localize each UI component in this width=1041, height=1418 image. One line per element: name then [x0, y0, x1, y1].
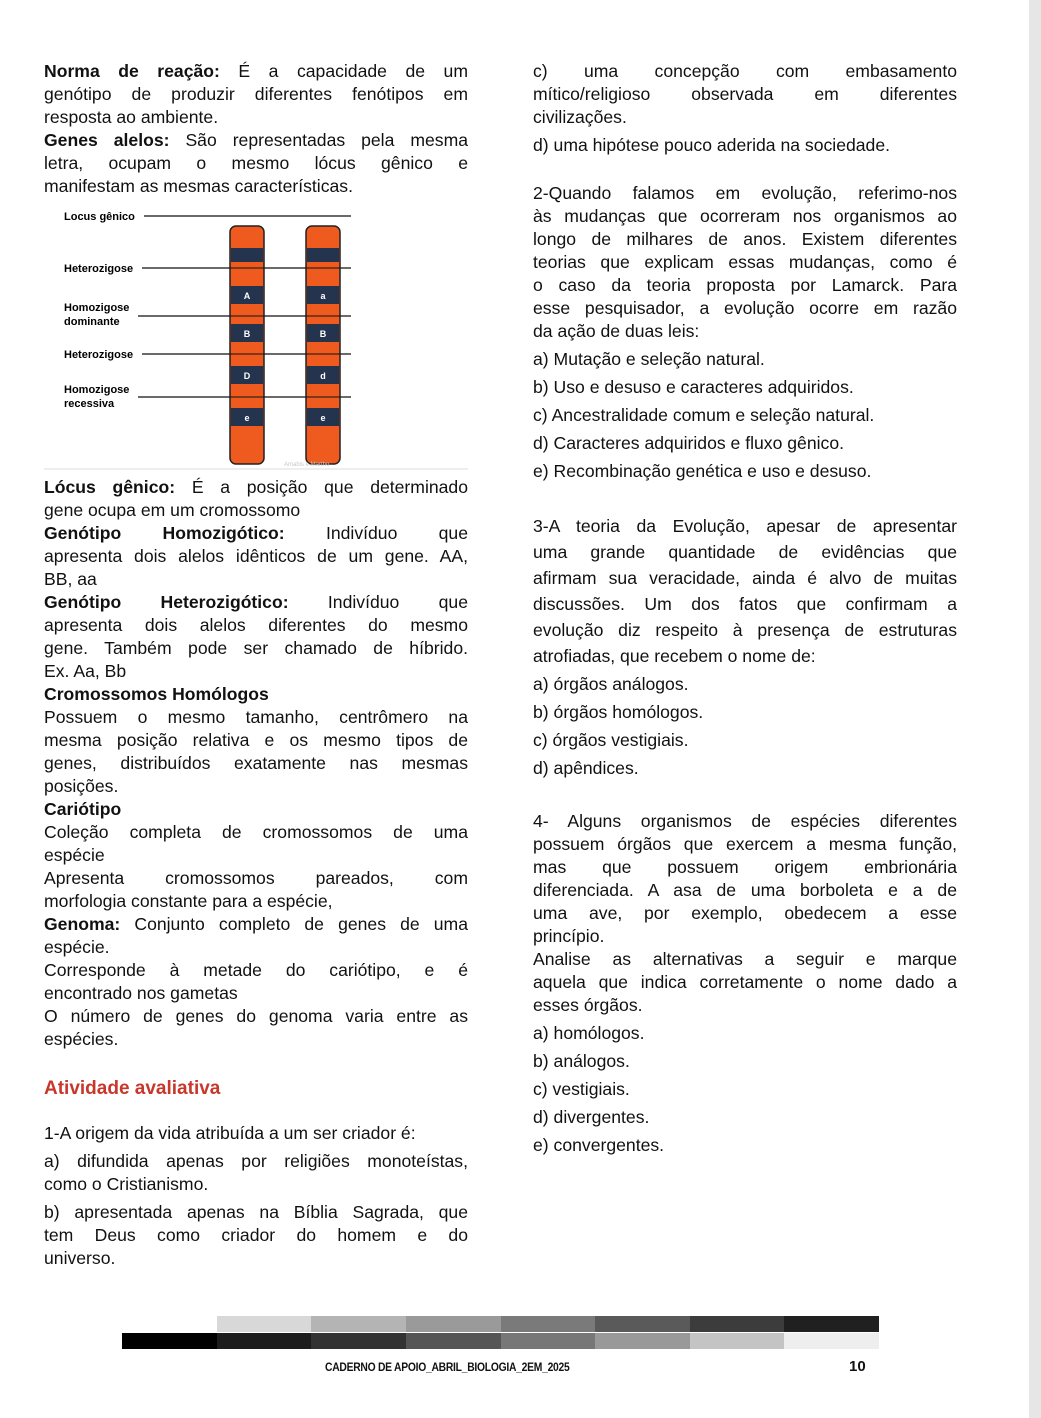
genoma-line-1: Genoma: Conjunto completo de genes de uma	[44, 914, 468, 934]
cario-line-2: espécie	[44, 845, 105, 865]
cario-title: Cariótipo	[44, 799, 122, 819]
footer-strip-bottom	[122, 1333, 879, 1349]
label-homozigose-dom: Homozigose	[64, 302, 130, 314]
homo-line-2: apresenta dois alelos idênticos de um gene. AA,	[44, 546, 468, 566]
norma-line-2: genótipo de produzir diferentes fenótipos em	[44, 84, 468, 104]
q4-line-2: possuem órgãos que exercem a mesma função,	[533, 834, 957, 854]
homo-line-3: BB, aa	[44, 569, 97, 589]
genoma-line-6: espécies.	[44, 1029, 119, 1049]
allele-left-1: A	[243, 291, 251, 301]
hetero-line-3: gene. Também pode ser chamado de híbrido.	[44, 638, 468, 658]
q2-line-3: longo de milhares de anos. Existem diferentes	[533, 229, 957, 249]
q4-line-6: princípio.	[533, 926, 605, 946]
chromosome-left	[230, 226, 264, 464]
q4-line-3: mas que possuem origem embrionária	[533, 857, 957, 877]
left-column	[44, 60, 468, 1270]
label-heterozigose-1: Heterozigose	[64, 263, 134, 275]
q1-option-c-line-2: mítico/religioso observada em diferentes	[533, 84, 957, 104]
q2-line-5: o caso da teoria proposta por Lamarck. Para	[533, 275, 957, 295]
q2-option-c: c) Ancestralidade comum e seleção natural.	[533, 405, 875, 425]
q1-option-d: d) uma hipótese pouco aderida na sociedade.	[533, 135, 891, 155]
q4-line-4: diferenciada. A asa de uma borboleta e a de	[533, 880, 957, 900]
genes-line-3: manifestam as mesmas características.	[44, 176, 353, 196]
q4-line-9: esses órgãos.	[533, 995, 643, 1015]
footer-strip-top	[122, 1316, 879, 1332]
q2-line-4: teorias que explicam essas mudanças, como é	[533, 252, 957, 272]
allele-left-4: e	[244, 413, 250, 423]
hetero-line-2: apresenta dois alelos diferentes do mesmo	[44, 615, 468, 635]
q4-option-b: b) análogos.	[533, 1051, 630, 1071]
crom-title: Cromossomos Homólogos	[44, 684, 269, 704]
q2-line-1: 2-Quando falamos em evolução, referimo-nos	[533, 183, 957, 203]
q4-line-5: uma ave, por exemplo, obedecem a esse	[533, 903, 957, 923]
page-number: 10	[849, 1358, 866, 1375]
crom-line-1: Possuem o mesmo tamanho, centrômero na	[44, 707, 468, 727]
allele-left-2: B	[243, 329, 251, 339]
locus-line-1: Lócus gênico: É a posição que determinado	[44, 477, 468, 497]
cario-line-1: Coleção completa de cromossomos de uma	[44, 822, 468, 842]
footer-title: CADERNO DE APOIO_ABRIL_BIOLOGIA_2EM_2025	[325, 1360, 570, 1374]
genoma-line-3: Corresponde à metade do cariótipo, e é	[44, 960, 468, 980]
q3-option-d: d) apêndices.	[533, 758, 639, 778]
crom-line-2: mesma posição relativa e os mesmo tipos de	[44, 730, 468, 750]
crom-line-3: genes, distribuídos exatamente nas mesmas	[44, 753, 468, 773]
q3-line-1: 3-A teoria da Evolução, apesar de apresentar	[533, 516, 957, 536]
q4-option-a: a) homólogos.	[533, 1023, 645, 1043]
allele-right-3: d	[320, 371, 326, 381]
norma-line-1: Norma de reação: É a capacidade de um	[44, 61, 468, 81]
right-column	[533, 60, 957, 1157]
q4-option-e: e) convergentes.	[533, 1135, 665, 1155]
q3-line-4: discussões. Um dos fatos que confirmam a	[533, 594, 957, 614]
homologous-chromosome-figure	[44, 208, 468, 470]
locus-line-2: gene ocupa em um cromossomo	[44, 500, 301, 520]
q3-line-5: evolução diz respeito à presença de estruturas	[533, 620, 957, 640]
q3-line-2: uma grande quantidade de evidências que	[533, 542, 957, 562]
page-edge	[1029, 0, 1041, 1418]
q1-option-a-line-1: a) difundida apenas por religiões monoteístas,	[44, 1151, 468, 1171]
chromosome-right	[306, 226, 340, 464]
q2-line-6: esse pesquisador, a evolução ocorre em razão	[533, 298, 957, 318]
q4-option-c: c) vestigiais.	[533, 1079, 630, 1099]
q2-option-d: d) Caracteres adquiridos e fluxo gênico.	[533, 433, 844, 453]
genes-line-2: letra, ocupam o mesmo lócus gênico e	[44, 153, 468, 173]
label-locus: Locus gênico	[64, 211, 135, 223]
q1-option-b-line-1: b) apresentada apenas na Bíblia Sagrada, que	[44, 1202, 468, 1222]
q3-option-a: a) órgãos análogos.	[533, 674, 689, 694]
genoma-line-2: espécie.	[44, 937, 110, 957]
q1-option-c-line-3: civilizações.	[533, 107, 627, 127]
homo-line-1: Genótipo Homozigótico: Indivíduo que	[44, 523, 468, 543]
label-recessiva: recessiva	[64, 398, 115, 410]
allele-right-1: a	[320, 291, 326, 301]
crom-line-4: posições.	[44, 776, 119, 796]
q1-statement: 1-A origem da vida atribuída a um ser criador é:	[44, 1123, 416, 1143]
q3-line-6: atrofiadas, que recebem o nome de:	[533, 646, 816, 666]
cario-line-3: Apresenta cromossomos pareados, com	[44, 868, 468, 888]
label-heterozigose-2: Heterozigose	[64, 349, 134, 361]
allele-right-2: B	[319, 329, 327, 339]
q2-option-e: e) Recombinação genética e uso e desuso.	[533, 461, 872, 481]
q2-option-b: b) Uso e desuso e caracteres adquiridos.	[533, 377, 854, 397]
norma-line-3: resposta ao ambiente.	[44, 107, 219, 127]
q4-line-7: Analise as alternativas a seguir e marque	[533, 949, 957, 969]
cario-line-4: morfologia constante para a espécie,	[44, 891, 333, 911]
hetero-line-4: Ex. Aa, Bb	[44, 661, 127, 681]
q3-option-b: b) órgãos homólogos.	[533, 702, 704, 722]
q1-option-b-line-3: universo.	[44, 1248, 116, 1268]
q2-line-2: às mudanças que ocorreram nos organismos ao	[533, 206, 957, 226]
q1-option-b-line-2: tem Deus como criador do homem e do	[44, 1225, 468, 1245]
q4-line-8: aquela que indica corretamente o nome dado a	[533, 972, 957, 992]
q4-line-1: 4- Alguns organismos de espécies diferentes	[533, 811, 957, 831]
q1-option-a-line-2: como o Cristianismo.	[44, 1174, 209, 1194]
q2-option-a: a) Mutação e seleção natural.	[533, 349, 765, 369]
genoma-line-5: O número de genes do genoma varia entre as	[44, 1006, 468, 1026]
genoma-line-4: encontrado nos gametas	[44, 983, 238, 1003]
figure-credit: Amabis e Martho	[284, 462, 330, 468]
q4-option-d: d) divergentes.	[533, 1107, 650, 1127]
genes-line-1: Genes alelos: São representadas pela mesma	[44, 130, 469, 150]
chromosome-diagram	[44, 208, 468, 470]
activity-title: Atividade avaliativa	[44, 1078, 221, 1099]
q3-line-3: afirmam sua veracidade, ainda é alvo de muitas	[533, 568, 957, 588]
label-homozigose-rec: Homozigose	[64, 384, 130, 396]
hetero-line-1: Genótipo Heterozigótico: Indivíduo que	[44, 592, 468, 612]
allele-right-4: e	[320, 413, 326, 423]
q3-option-c: c) órgãos vestigiais.	[533, 730, 689, 750]
q2-line-7: da ação de duas leis:	[533, 321, 700, 341]
allele-left-3: D	[243, 371, 251, 381]
q1-option-c-line-1: c) uma concepção com embasamento	[533, 61, 957, 81]
label-dominante: dominante	[64, 316, 120, 328]
